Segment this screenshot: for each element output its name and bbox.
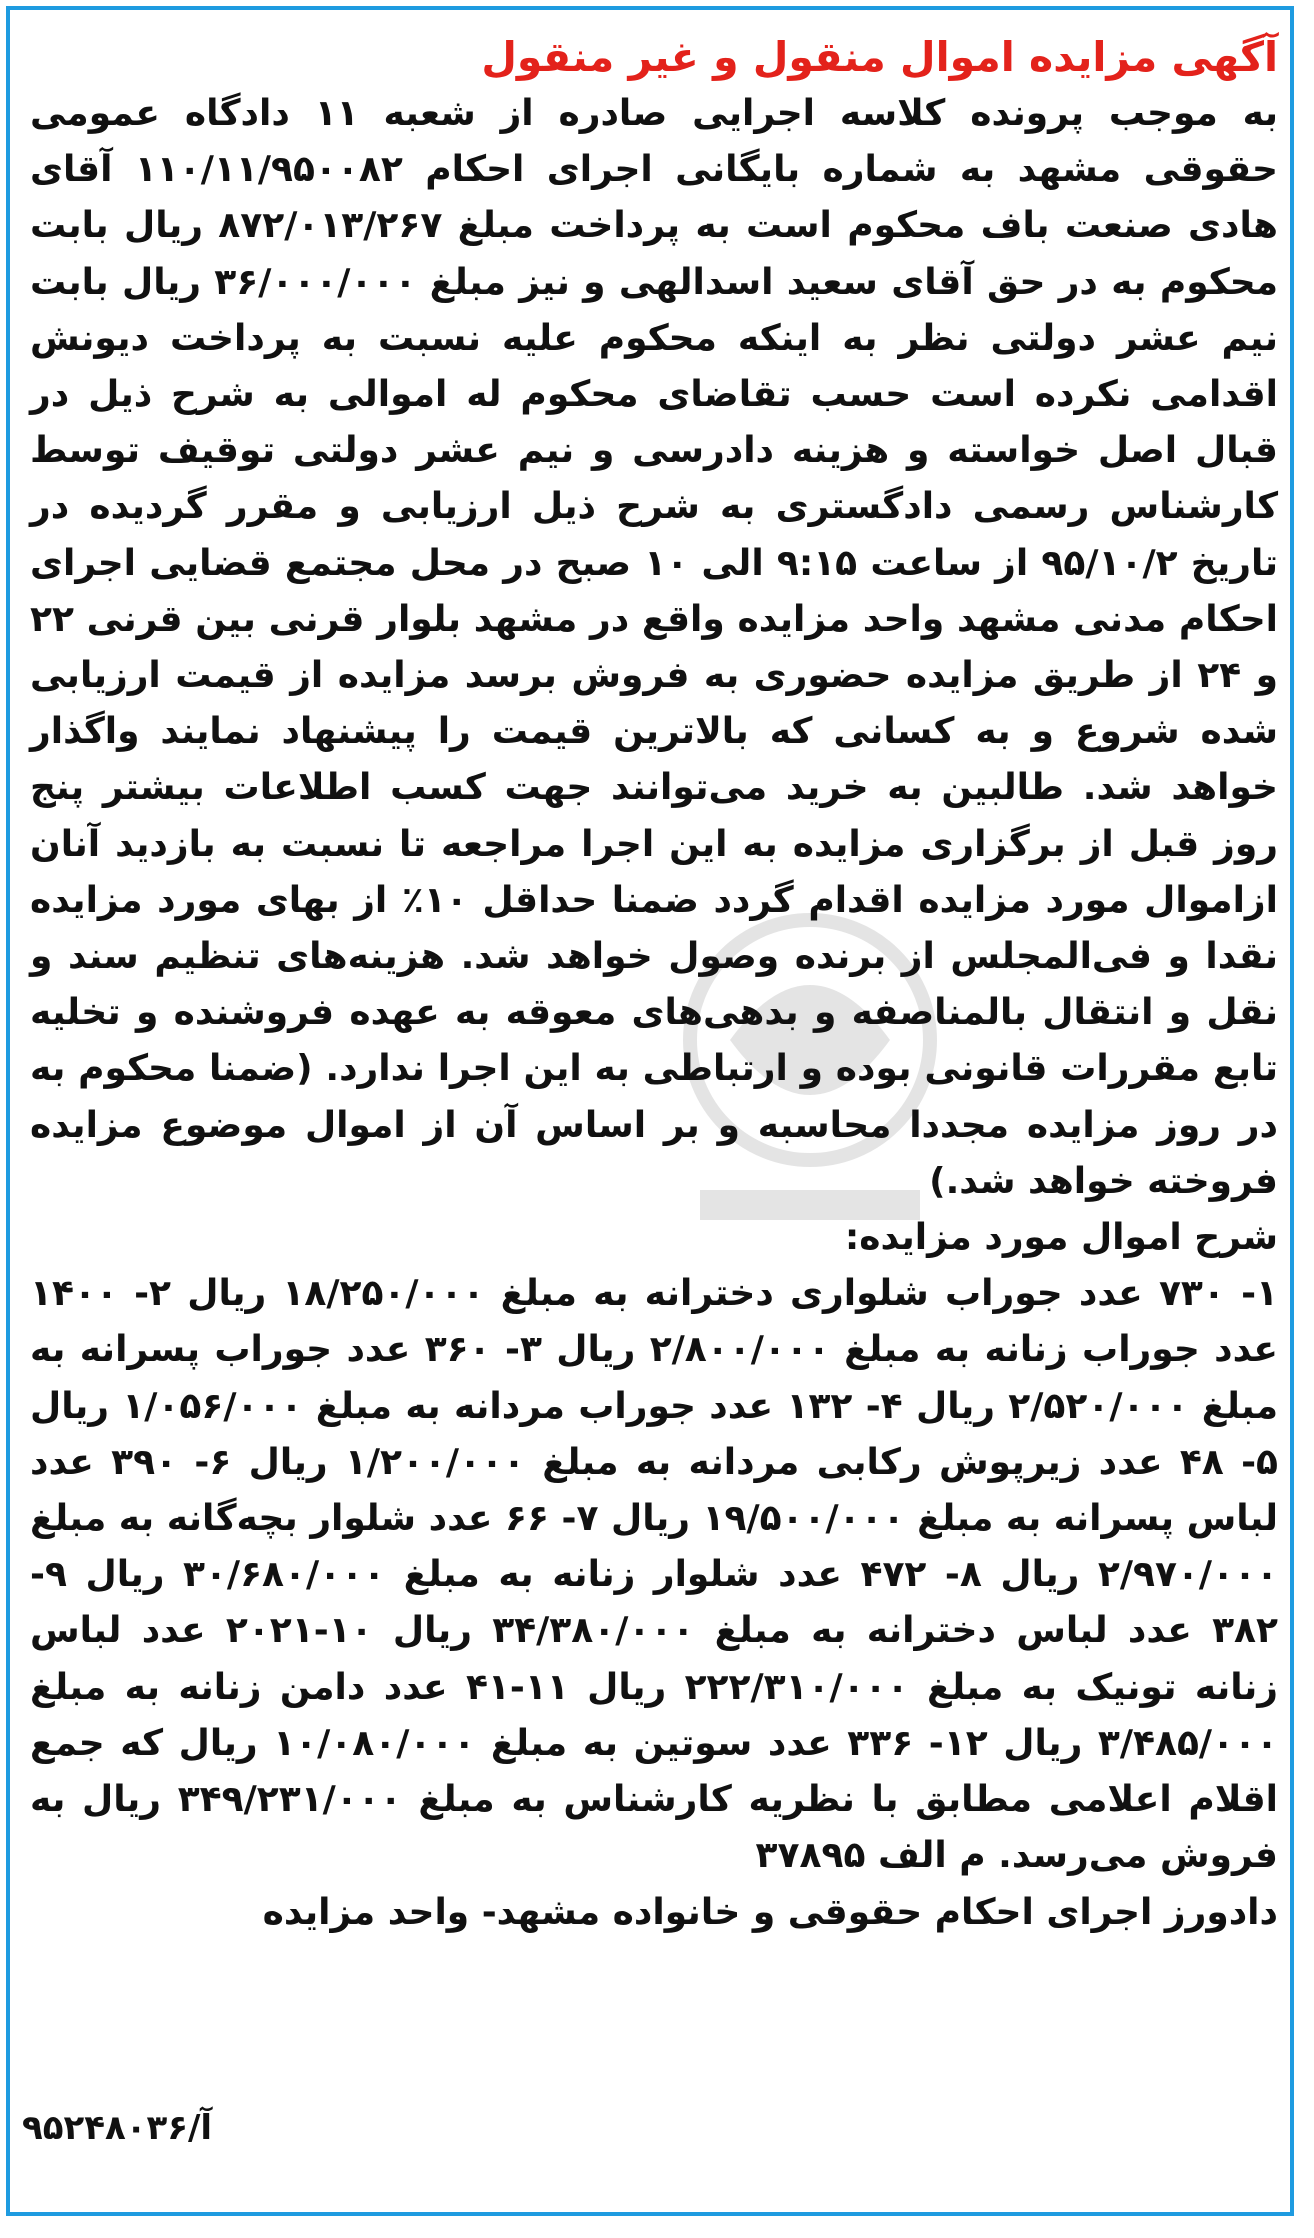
notice-body: به موجب پرونده کلاسه اجرایی صادره از شعبه ۱۱ دادگاه عمومی حقوقی مشهد به شماره بایگانی اجرای احکام ۱۱۰/۱۱/۹۵۰۰۸۲ آقای هادی صنعت باف محکوم است به پرداخت مبلغ ۸۷۲/۰۱۳/۲۶۷ ریال بابت محکوم به در حق آقای سعید اسدالهی و نیز مبلغ ۳۶/۰۰۰/۰۰۰ ریال بابت نیم عشر دولتی نظر به اینکه محکوم علیه نسبت به پرداخت دیونش اقدامی نکرده است حسب تقاضای محکوم له اموالی به شرح ذیل در قبال اصل خواسته و هزینه دادرسی و نیم عشر دولتی توقیف توسط کارشناس رسمی دادگستری به شرح ذیل ارزیابی و مقرر گردیده در تاریخ ۹۵/۱۰/۲ از ساعت ۹:۱۵ الی ۱۰ صبح در محل مجتمع قضایی اجرای احکام مدنی مشهد واحد مزایده واقع در مشهد بلوار قرنی بین قرنی ۲۲ و ۲۴ از طریق مزایده حضوری به فروش برسد مزایده از قیمت ارزیابی شده شروع و به کسانی که بالاترین قیمت را پیشنهاد نمایند واگذار خواهد شد. طالبین به خرید می‌توانند جهت کسب اطلاعات بیشتر پنج روز قبل از برگزاری مزایده به این اجرا مراجعه تا نسبت به بازدید آنان ازاموال مورد مزایده اقدام گردد ضمنا حداقل ۱۰٪ از بهای مورد مزایده نقدا و فی‌المجلس از برنده وصول خواهد شد. هزینه‌های تنظیم سند و نقل و انتقال بالمناصفه و بدهی‌های معوقه به عهده فروشنده و تخلیه تابع مقررات قانونی بوده و ارتباطی به این اجرا ندارد. (ضمنا محکوم به در روز مزایده مجددا محاسبه و بر اساس آن از اموال موضوع مزایده فروخته خواهد شد.) bbox=[30, 93, 1278, 1202]
notice-code: آ/۹۵۲۴۸۰۳۶ bbox=[22, 2108, 213, 2148]
items-heading: شرح اموال مورد مزایده: bbox=[844, 1217, 1278, 1259]
notice-title: آگهی مزایده اموال منقول و غیر منقول bbox=[481, 33, 1278, 81]
signature-line: دادورز اجرای احکام حقوقی و خانواده مشهد- واحد مزایده bbox=[262, 1891, 1278, 1933]
notice-content bbox=[30, 28, 1278, 1941]
items-list: ۱- ۷۳۰ عدد جوراب شلواری دخترانه به مبلغ ۱۸/۲۵۰/۰۰۰ ریال ۲- ۱۴۰۰ عدد جوراب زنانه به مبلغ ۲/۸۰۰/۰۰۰ ریال ۳- ۳۶۰ عدد جوراب پسرانه به مبلغ ۲/۵۲۰/۰۰۰ ریال ۴- ۱۳۲ عدد جوراب مردانه به مبلغ ۱/۰۵۶/۰۰۰ ریال ۵- ۴۸ عدد زیرپوش رکابی مردانه به مبلغ ۱/۲۰۰/۰۰۰ ریال ۶- ۳۹۰ عدد لباس پسرانه به مبلغ ۱۹/۵۰۰/۰۰۰ ریال ۷- ۶۶ عدد شلوار بچه‌گانه به مبلغ ۲/۹۷۰/۰۰۰ ریال ۸- ۴۷۲ عدد شلوار زنانه به مبلغ ۳۰/۶۸۰/۰۰۰ ریال ۹- ۳۸۲ عدد لباس دخترانه به مبلغ ۳۴/۳۸۰/۰۰۰ ریال ۱۰-۲۰۲۱ عدد لباس زنانه تونیک به مبلغ ۲۲۲/۳۱۰/۰۰۰ ریال ۱۱-۴۱ عدد دامن زنانه به مبلغ ۳/۴۸۵/۰۰۰ ریال ۱۲- ۳۳۶ عدد سوتین به مبلغ ۱۰/۰۸۰/۰۰۰ ریال که جمع اقلام اعلامی مطابق با نظریه کارشناس به مبلغ ۳۴۹/۲۳۱/۰۰۰ ریال به فروش می‌رسد. م الف ۳۷۸۹۵ bbox=[30, 1273, 1279, 1877]
